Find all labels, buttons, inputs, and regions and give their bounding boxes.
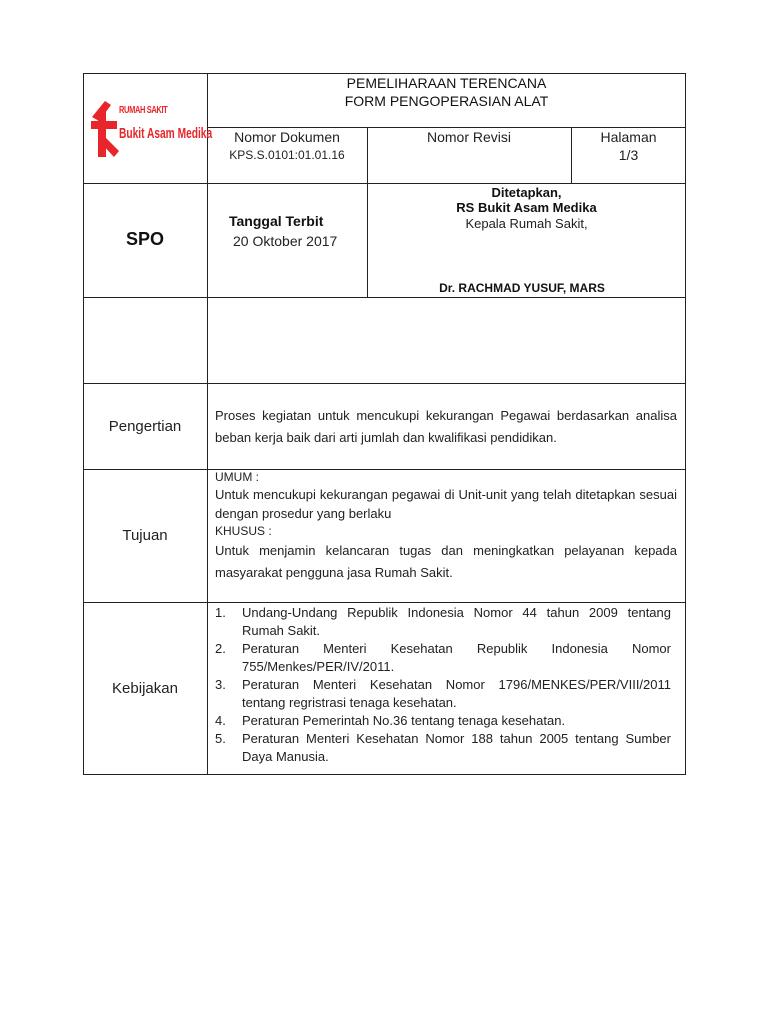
list-item [215,676,671,712]
approval-name: Dr. RACHMAD YUSUF, MARS [439,281,605,295]
tujuan-content [215,470,677,584]
pengertian-label: Pengertian [108,417,182,435]
logo-text-bottom: Bukit Asam Medika [119,125,213,142]
approval-org: RS Bukit Asam Medika [456,200,597,215]
tujuan-label: Tujuan [122,527,168,544]
doc-number-label: Nomor Dokumen [234,129,340,145]
tujuan-umum-label: UMUM : [215,470,259,484]
list-item-text: Peraturan Menteri Kesehatan Nomor 1796/MENKES/PER/VIII/2011 tentang regristrasi tenaga kesehatan. [242,677,671,710]
list-item-number: 1. [215,605,226,620]
divider-header [83,183,686,184]
kebijakan-label-cell [83,602,207,774]
revision-label: Nomor Revisi [426,129,511,145]
hospital-logo [89,91,213,163]
logo-text-top: RUMAH SAKIT [119,105,168,116]
spo-document [83,73,686,775]
tujuan-khusus-text: Untuk menjamin kelancaran tugas dan meningkatkan pelayanan kepada masyarakat pengguna jasa Rumah Sakit. [215,543,677,580]
border-right [685,73,686,775]
spo-label: SPO [125,229,164,249]
list-item [215,640,671,676]
approval-role: Kepala Rumah Sakit, [465,216,588,231]
list-item-number: 4. [215,713,226,728]
tujuan-label-cell [83,469,207,602]
list-item-number: 3. [215,677,226,692]
list-item-number: 2. [215,641,226,656]
divider-label-column [207,73,208,775]
document-title [207,75,686,109]
doc-number-value: KPS.S.0101:01.01.16 [229,148,345,162]
kebijakan-list [215,604,671,766]
list-item-text: Undang-Undang Republik Indonesia Nomor 44 tahun 2009 tentang Rumah Sakit. [242,605,671,638]
list-item [215,730,671,766]
pengertian-label-cell [83,383,207,469]
border-bottom [83,774,686,775]
list-item [215,604,671,640]
divider-title [207,127,686,128]
list-item-number: 5. [215,731,226,746]
list-item-text: Peraturan Menteri Kesehatan Republik Indonesia Nomor 755/Menkes/PER/IV/2011. [242,641,671,674]
border-top [83,73,686,74]
approval-title: Ditetapkan, [491,185,562,200]
issue-date-value: 20 Oktober 2017 [233,233,338,249]
page-label: Halaman [600,129,657,145]
list-item [215,712,671,730]
pengertian-text: Proses kegiatan untuk mencukupi kekurangan Pegawai berdasarkan analisa beban kerja baik dari arti jumlah dan kwalifikasi pendidikan. [215,408,677,445]
tujuan-umum-text: Untuk mencukupi kekurangan pegawai di Unit-unit yang telah ditetapkan sesuai dengan prosedur yang berlaku [215,487,677,521]
kebijakan-content [215,604,671,766]
title-line-2: FORM PENGOPERASIAN ALAT [344,93,549,109]
list-item-text: Peraturan Pemerintah No.36 tentang tenaga kesehatan. [242,713,566,728]
title-line-1: PEMELIHARAAN TERENCANA [346,75,547,91]
page-value: 1/3 [618,147,639,163]
kebijakan-label: Kebijakan [112,679,178,697]
issue-date-label: Tanggal Terbit [229,213,324,229]
tujuan-khusus-label: KHUSUS : [215,524,272,538]
divider-spo [83,297,686,298]
list-item-text: Peraturan Menteri Kesehatan Nomor 188 tahun 2005 tentang Sumber Daya Manusia. [242,731,671,764]
